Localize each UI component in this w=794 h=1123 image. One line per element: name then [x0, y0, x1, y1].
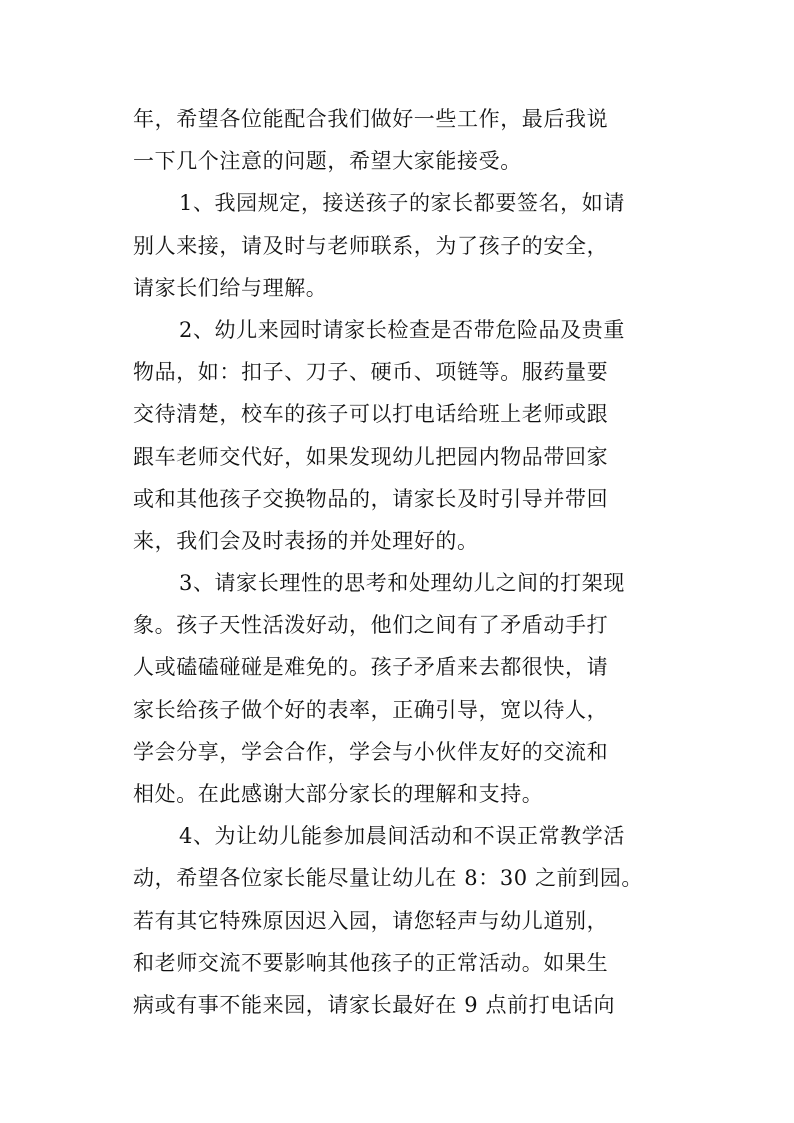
text-line: 跟车老师交代好，如果发现幼儿把园内物品带回家 [133, 444, 609, 469]
text-line: 动，希望各位家长能尽量让幼儿在 8：30 之前到园。 [133, 866, 644, 891]
body-text [133, 98, 681, 1026]
text-line: 象。孩子天性活泼好动，他们之间有了矛盾动手打 [133, 613, 609, 638]
text-line: 相处。在此感谢大部分家长的理解和支持。 [133, 782, 544, 806]
text-line: 物品，如：扣子、刀子、硬币、项链等。服药量要 [133, 360, 609, 385]
text-line: 来，我们会及时表扬的并处理好的。 [133, 528, 479, 553]
text-line: 交待清楚，校车的孩子可以打电话给班上老师或跟 [133, 402, 609, 427]
paragraph-1-start: 1、我园规定，接送孩子的家长都要签名，如请 [179, 191, 625, 216]
text-line: 年，希望各位能配合我们做好一些工作，最后我说 [133, 107, 609, 131]
text-line: 和老师交流不要影响其他孩子的正常活动。如果生 [133, 950, 609, 975]
text-line: 若有其它特殊原因迟入园，请您轻声与幼儿道别， [133, 908, 609, 933]
text-line: 人或磕磕碰碰是难免的。孩子矛盾来去都很快，请 [133, 655, 609, 680]
text-line: 请家长们给与理解。 [133, 275, 328, 300]
paragraph-2-start: 2、幼儿来园时请家长检查是否带危险品及贵重 [179, 317, 625, 342]
text-line: 别人来接，请及时与老师联系，为了孩子的安全， [133, 233, 609, 258]
text-line: 学会分享，学会合作，学会与小伙伴友好的交流和 [133, 739, 609, 764]
text-line: 病或有事不能来园，请家长最好在 9 点前打电话向 [133, 992, 616, 1017]
text-line: 家长给孩子做个好的表率，正确引导，宽以待人， [133, 697, 609, 722]
text-line: 或和其他孩子交换物品的，请家长及时引导并带回 [133, 486, 609, 511]
paragraph-3-start: 3、请家长理性的思考和处理幼儿之间的打架现 [179, 571, 625, 596]
text-line: 一下几个注意的问题，希望大家能接受。 [133, 149, 522, 174]
paragraph-4-start: 4、为让幼儿能参加晨间活动和不误正常教学活 [179, 824, 625, 849]
